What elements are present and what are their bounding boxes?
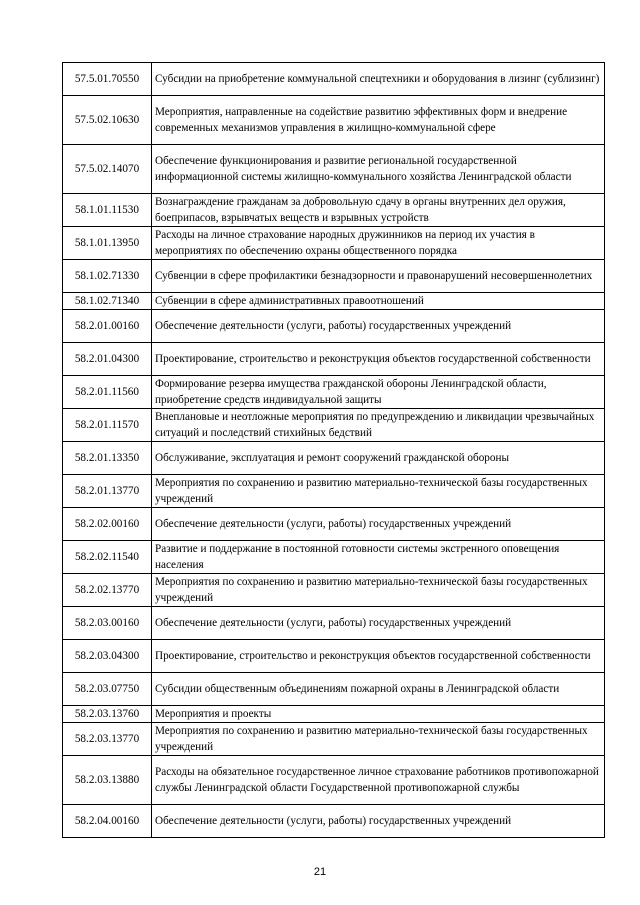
budget-codes-table: [62, 62, 605, 838]
description-cell: Мероприятия по сохранению и развитию материально-технической базы государственных учреждений: [152, 723, 605, 756]
code-cell: 58.2.03.13760: [63, 706, 152, 723]
code-cell: 58.1.01.11530: [63, 194, 152, 227]
page-number: 21: [313, 866, 327, 878]
code-cell: 57.5.02.14070: [63, 145, 152, 194]
description-cell: Обеспечение функционирования и развитие региональной государственной информационной системы жилищно-коммунального хозяйства Ленинградской области: [152, 145, 605, 194]
table-row: [63, 541, 605, 574]
table-row: [63, 706, 605, 723]
table-row: [63, 260, 605, 293]
table-row: [63, 293, 605, 310]
code-cell: 58.2.04.00160: [63, 805, 152, 838]
description-cell: Субвенции в сфере профилактики безнадзорности и правонарушений несовершеннолетних: [152, 260, 605, 293]
description-cell: Субсидии общественным объединениям пожарной охраны в Ленинградской области: [152, 673, 605, 706]
description-cell: Обеспечение деятельности (услуги, работы) государственных учреждений: [152, 508, 605, 541]
description-cell: Проектирование, строительство и реконструкция объектов государственной собственности: [152, 640, 605, 673]
table-row: [63, 310, 605, 343]
table-row: [63, 194, 605, 227]
description-cell: Субсидии на приобретение коммунальной спецтехники и оборудования в лизинг (сублизинг): [152, 63, 605, 96]
description-cell: Обеспечение деятельности (услуги, работы) государственных учреждений: [152, 607, 605, 640]
code-cell: 58.2.01.13350: [63, 442, 152, 475]
table-row: [63, 723, 605, 756]
table-row: [63, 756, 605, 805]
code-cell: 57.5.01.70550: [63, 63, 152, 96]
code-cell: 58.2.03.07750: [63, 673, 152, 706]
code-cell: 58.2.01.11570: [63, 409, 152, 442]
description-cell: Мероприятия по сохранению и развитию материально-технической базы государственных учреждений: [152, 475, 605, 508]
description-cell: Расходы на личное страхование народных дружинников на период их участия в мероприятиях по обеспечению охраны общественного порядка: [152, 227, 605, 260]
description-cell: Развитие и поддержание в постоянной готовности системы экстренного оповещения населения: [152, 541, 605, 574]
table-row: [63, 96, 605, 145]
table-row: [63, 475, 605, 508]
description-cell: Расходы на обязательное государственное личное страхование работников противопожарной службы Ленинградской области Государственной противопожарной службы: [152, 756, 605, 805]
table-row: [63, 673, 605, 706]
table-row: [63, 805, 605, 838]
code-cell: 58.2.01.04300: [63, 343, 152, 376]
code-cell: 58.1.01.13950: [63, 227, 152, 260]
table-row: [63, 145, 605, 194]
code-cell: 58.2.03.04300: [63, 640, 152, 673]
description-cell: Мероприятия по сохранению и развитию материально-технической базы государственных учреждений: [152, 574, 605, 607]
code-cell: 58.2.03.13770: [63, 723, 152, 756]
table-row: [63, 376, 605, 409]
description-cell: Внеплановые и неотложные мероприятия по предупреждению и ликвидации чрезвычайных ситуаций и последствий стихийных бедствий: [152, 409, 605, 442]
code-cell: 58.2.03.13880: [63, 756, 152, 805]
table-row: [63, 442, 605, 475]
table-row: [63, 227, 605, 260]
description-cell: Проектирование, строительство и реконструкция объектов государственной собственности: [152, 343, 605, 376]
code-cell: 58.2.01.00160: [63, 310, 152, 343]
code-cell: 58.1.02.71340: [63, 293, 152, 310]
table-row: [63, 343, 605, 376]
table-row: [63, 63, 605, 96]
table-row: [63, 508, 605, 541]
description-cell: Мероприятия и проекты: [152, 706, 605, 723]
code-cell: 58.2.03.00160: [63, 607, 152, 640]
description-cell: Обслуживание, эксплуатация и ремонт сооружений гражданской обороны: [152, 442, 605, 475]
table-row: [63, 409, 605, 442]
description-cell: Формирование резерва имущества гражданской обороны Ленинградской области, приобретение средств индивидуальной защиты: [152, 376, 605, 409]
description-cell: Субвенции в сфере административных правоотношений: [152, 293, 605, 310]
description-cell: Обеспечение деятельности (услуги, работы) государственных учреждений: [152, 805, 605, 838]
code-cell: 58.2.02.13770: [63, 574, 152, 607]
code-cell: 58.1.02.71330: [63, 260, 152, 293]
code-cell: 58.2.02.11540: [63, 541, 152, 574]
description-cell: Мероприятия, направленные на содействие развитию эффективных форм и внедрение современных механизмов управления в жилищно-коммунальной сфере: [152, 96, 605, 145]
table-row: [63, 640, 605, 673]
description-cell: Вознаграждение гражданам за добровольную сдачу в органы внутренних дел оружия, боеприпасов, взрывчатых веществ и взрывных устройств: [152, 194, 605, 227]
code-cell: 57.5.02.10630: [63, 96, 152, 145]
code-cell: 58.2.01.11560: [63, 376, 152, 409]
code-cell: 58.2.02.00160: [63, 508, 152, 541]
table-row: [63, 574, 605, 607]
code-cell: 58.2.01.13770: [63, 475, 152, 508]
table-row: [63, 607, 605, 640]
description-cell: Обеспечение деятельности (услуги, работы) государственных учреждений: [152, 310, 605, 343]
